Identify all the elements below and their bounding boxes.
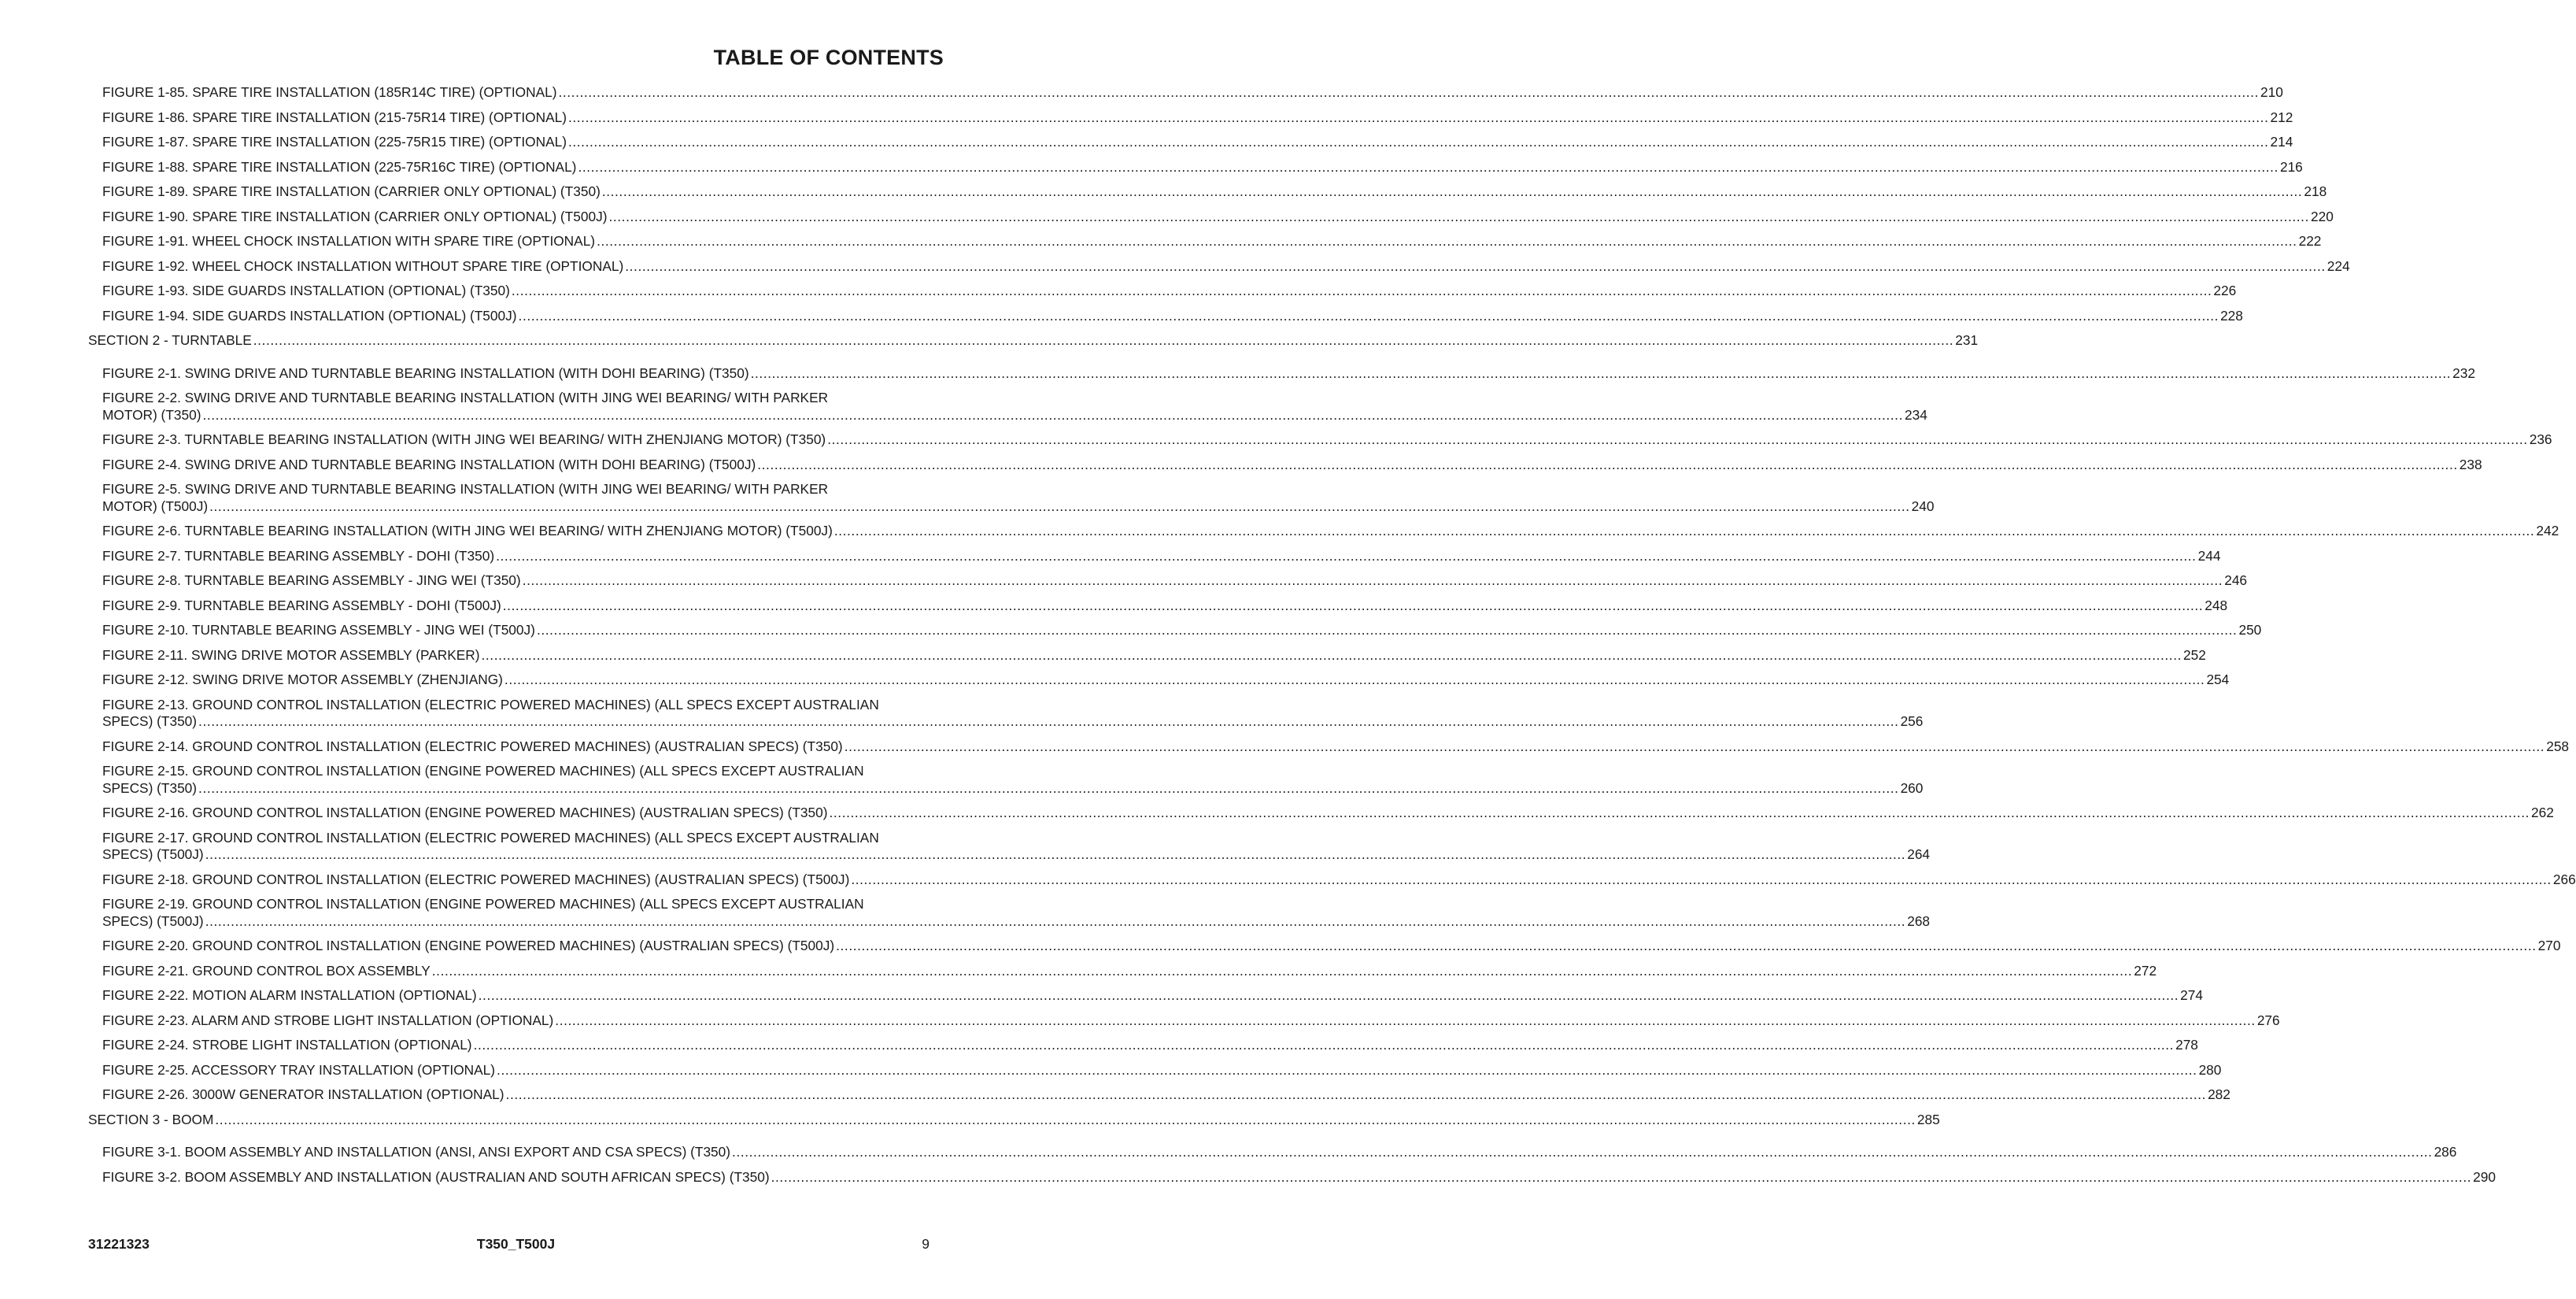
toc-entry-title-line1: FIGURE 2-19. GROUND CONTROL INSTALLATION (ENGINE POWERED MACHINES) (ALL SPECS EXCEPT AUSTRALIAN [102, 896, 864, 912]
toc-entry-title-line2: SPECS) (T500J) [102, 912, 204, 929]
toc-entry-title: FIGURE 2-4. SWING DRIVE AND TURNTABLE BEARING INSTALLATION (WITH DOHI BEARING) (T500J) [102, 456, 756, 472]
toc-page-number: 254 [2206, 672, 2230, 687]
toc-leader-dots: ................................................................................................................................................................................................................................................................................................................................................................................................................ [601, 183, 2303, 199]
toc-page-number: 234 [1904, 406, 1927, 423]
toc-entry-title: FIGURE 1-90. SPARE TIRE INSTALLATION (CARRIER ONLY OPTIONAL) (T500J) [102, 208, 608, 224]
toc-leader-dots: ................................................................................................................................................................................................................................................................................................................................................................................................................ [478, 987, 2179, 1003]
toc-leader-dots: ................................................................................................................................................................................................................................................................................................................................................................................................................ [504, 672, 2205, 687]
toc-entry-title: FIGURE 2-23. ALARM AND STROBE LIGHT INSTALLATION (OPTIONAL) [102, 1012, 554, 1028]
toc-page-number: 218 [2304, 183, 2327, 199]
toc-leader-dots: ................................................................................................................................................................................................................................................................................................................................................................................................................ [496, 547, 2197, 564]
toc-page-number: 244 [2197, 547, 2221, 564]
toc-page-number: 231 [1955, 332, 1979, 348]
toc-page-number: 232 [2452, 365, 2475, 381]
toc-entry-title: FIGURE 2-7. TURNTABLE BEARING ASSEMBLY - DOHI (T350) [102, 547, 495, 564]
toc-page-number: 240 [1911, 498, 1935, 514]
toc-figure-entry[interactable] [102, 390, 1927, 424]
toc-entry-title: FIGURE 2-12. SWING DRIVE MOTOR ASSEMBLY (ZHENJIANG) [102, 672, 503, 687]
toc-page-number: 228 [2220, 307, 2243, 324]
toc-entry-title-line1: FIGURE 2-2. SWING DRIVE AND TURNTABLE BEARING INSTALLATION (WITH JING WEI BEARING/ WITH PARKER [102, 390, 829, 405]
toc-figure-entry[interactable] [102, 431, 2552, 449]
toc-entry-title-line1: FIGURE 2-17. GROUND CONTROL INSTALLATION (ELECTRIC POWERED MACHINES) (ALL SPECS EXCEPT AUSTRALIAN [102, 829, 879, 846]
toc-page-number: 242 [2536, 523, 2559, 538]
toc-leader-dots: ................................................................................................................................................................................................................................................................................................................................................................................................................ [522, 572, 2223, 588]
toc-figure-entry[interactable] [102, 1168, 2496, 1186]
toc-entry-title: FIGURE 2-11. SWING DRIVE MOTOR ASSEMBLY (PARKER) [102, 646, 480, 663]
toc-entry-title-line2: SPECS) (T350) [102, 779, 198, 796]
toc-figure-entry[interactable] [102, 738, 2570, 756]
toc-entry-title: SECTION 3 - BOOM [88, 1111, 214, 1127]
toc-figure-entry[interactable] [102, 896, 1931, 930]
toc-figure-entry[interactable] [102, 1012, 2280, 1030]
toc-entry-title: FIGURE 2-9. TURNTABLE BEARING ASSEMBLY - DOHI (T500J) [102, 597, 501, 613]
toc-entry-title-line2: SPECS) (T350) [102, 713, 198, 729]
toc-leader-dots: ................................................................................................................................................................................................................................................................................................................................................................................................................ [827, 431, 2528, 447]
toc-page-number: 258 [2546, 738, 2570, 754]
toc-entry-title: FIGURE 2-26. 3000W GENERATOR INSTALLATION (OPTIONAL) [102, 1086, 504, 1102]
toc-figure-entry[interactable] [102, 962, 2157, 980]
toc-leader-dots: ................................................................................................................................................................................................................................................................................................................................................................................................................ [732, 1144, 2433, 1160]
toc-entry-title: FIGURE 2-20. GROUND CONTROL INSTALLATION (ENGINE POWERED MACHINES) (AUSTRALIAN SPECS) (T500J) [102, 938, 835, 953]
toc-page-number: 214 [2270, 134, 2293, 150]
toc-leader-dots: ................................................................................................................................................................................................................................................................................................................................................................................................................ [536, 622, 2238, 638]
toc-page-number: 268 [1907, 912, 1931, 929]
toc-page-number: 252 [2183, 646, 2206, 663]
toc-leader-dots: ................................................................................................................................................................................................................................................................................................................................................................................................................ [555, 1012, 2256, 1028]
toc-entry-title: FIGURE 2-18. GROUND CONTROL INSTALLATION (ELECTRIC POWERED MACHINES) (AUSTRALIAN SPECS) (T500J) [102, 871, 850, 887]
toc-leader-dots: ................................................................................................................................................................................................................................................................................................................................................................................................................ [757, 456, 2458, 472]
toc-page-number: 276 [2256, 1012, 2280, 1028]
toc-page-number: 285 [1916, 1111, 1940, 1127]
toc-entry-title: FIGURE 3-2. BOOM ASSEMBLY AND INSTALLATION (AUSTRALIAN AND SOUTH AFRICAN SPECS) (T350) [102, 1168, 770, 1185]
toc-leader-dots: ................................................................................................................................................................................................................................................................................................................................................................................................................ [597, 233, 2297, 249]
toc-entry-title-line2: MOTOR) (T350) [102, 406, 201, 423]
table-of-contents [0, 84, 2576, 1194]
toc-leader-dots: ................................................................................................................................................................................................................................................................................................................................................................................................................ [558, 84, 2259, 100]
toc-leader-dots: ................................................................................................................................................................................................................................................................................................................................................................................................................ [505, 1086, 2207, 1102]
toc-figure-entry[interactable] [102, 233, 2322, 250]
toc-leader-dots: ................................................................................................................................................................................................................................................................................................................................................................................................................ [625, 257, 2326, 274]
toc-entry-line2 [102, 498, 1935, 516]
toc-entry-title: FIGURE 2-6. TURNTABLE BEARING INSTALLATION (WITH JING WEI BEARING/ WITH ZHENJIANG MOTOR) (T500J) [102, 523, 833, 538]
toc-page-number: 264 [1907, 846, 1931, 862]
toc-entry-title: FIGURE 1-86. SPARE TIRE INSTALLATION (215-75R14 TIRE) (OPTIONAL) [102, 109, 567, 125]
toc-entry-title: FIGURE 1-87. SPARE TIRE INSTALLATION (225-75R15 TIRE) (OPTIONAL) [102, 134, 567, 150]
toc-entry-title-line2: SPECS) (T500J) [102, 846, 204, 862]
toc-figure-entry[interactable] [102, 84, 2283, 102]
toc-entry-title-line1: FIGURE 2-13. GROUND CONTROL INSTALLATION (ELECTRIC POWERED MACHINES) (ALL SPECS EXCEPT AUSTRALIAN [102, 696, 879, 712]
toc-figure-entry[interactable] [102, 597, 2228, 615]
toc-figure-entry[interactable] [102, 183, 2327, 201]
toc-entry-line2 [102, 406, 1927, 424]
toc-leader-dots: ................................................................................................................................................................................................................................................................................................................................................................................................................ [851, 871, 2552, 887]
toc-entry-title-line2: MOTOR) (T500J) [102, 498, 209, 514]
toc-entry-title: FIGURE 1-92. WHEEL CHOCK INSTALLATION WITHOUT SPARE TIRE (OPTIONAL) [102, 257, 624, 274]
toc-leader-dots: ................................................................................................................................................................................................................................................................................................................................................................................................................ [205, 846, 1906, 862]
toc-figure-entry[interactable] [102, 1037, 2198, 1054]
toc-page-number: 220 [2310, 208, 2334, 224]
toc-entry-title: FIGURE 2-8. TURNTABLE BEARING ASSEMBLY - JING WEI (T350) [102, 572, 521, 588]
toc-leader-dots: ................................................................................................................................................................................................................................................................................................................................................................................................................ [198, 779, 1899, 796]
toc-leader-dots: ................................................................................................................................................................................................................................................................................................................................................................................................................ [253, 332, 1954, 348]
toc-figure-entry[interactable] [102, 572, 2248, 590]
toc-entry-title: FIGURE 2-24. STROBE LIGHT INSTALLATION (OPTIONAL) [102, 1037, 472, 1053]
toc-page-number: 212 [2270, 109, 2293, 125]
toc-figure-entry[interactable] [102, 622, 2262, 639]
toc-entry-line2 [102, 779, 1924, 798]
toc-page-number: 274 [2180, 987, 2203, 1003]
toc-page-number: 270 [2537, 938, 2561, 953]
toc-figure-entry[interactable] [102, 1144, 2457, 1161]
toc-page-number: 210 [2260, 84, 2283, 100]
toc-figure-entry[interactable] [102, 365, 2475, 383]
toc-page-number: 272 [2134, 962, 2157, 979]
toc-section-entry[interactable] [88, 332, 1979, 350]
toc-figure-entry[interactable] [102, 307, 2243, 325]
toc-entry-title: FIGURE 2-16. GROUND CONTROL INSTALLATION (ENGINE POWERED MACHINES) (AUSTRALIAN SPECS) (T350) [102, 805, 828, 820]
toc-entry-title: FIGURE 1-91. WHEEL CHOCK INSTALLATION WITH SPARE TIRE (OPTIONAL) [102, 233, 596, 249]
toc-page-number: 236 [2529, 431, 2552, 447]
toc-entry-title: FIGURE 2-22. MOTION ALARM INSTALLATION (OPTIONAL) [102, 987, 477, 1003]
toc-leader-dots: ................................................................................................................................................................................................................................................................................................................................................................................................................ [502, 597, 2204, 613]
toc-figure-entry[interactable] [102, 763, 1924, 797]
toc-figure-entry[interactable] [102, 672, 2230, 689]
toc-figure-entry[interactable] [102, 938, 2561, 955]
toc-entry-title: FIGURE 2-1. SWING DRIVE AND TURNTABLE BEARING INSTALLATION (WITH DOHI BEARING) (T350) [102, 365, 749, 381]
toc-entry-title: FIGURE 2-25. ACCESSORY TRAY INSTALLATION (OPTIONAL) [102, 1061, 496, 1078]
footer-page-number: 9 [922, 1236, 930, 1252]
toc-page-number: 226 [2213, 283, 2237, 298]
toc-page-number: 246 [2224, 572, 2248, 588]
toc-leader-dots: ................................................................................................................................................................................................................................................................................................................................................................................................................ [473, 1037, 2175, 1053]
toc-entry-line2 [102, 846, 1931, 864]
toc-figure-entry[interactable] [102, 134, 2293, 151]
toc-leader-dots: ................................................................................................................................................................................................................................................................................................................................................................................................................ [608, 208, 2309, 224]
toc-page-number: 224 [2327, 257, 2350, 274]
toc-leader-dots: ................................................................................................................................................................................................................................................................................................................................................................................................................ [481, 646, 2182, 663]
toc-entry-title: FIGURE 2-3. TURNTABLE BEARING INSTALLATION (WITH JING WEI BEARING/ WITH ZHENJIANG MOTOR) (T350) [102, 431, 826, 447]
toc-entry-line2 [102, 713, 1924, 731]
footer-doc-number: 31221323 [88, 1236, 150, 1252]
toc-leader-dots: ................................................................................................................................................................................................................................................................................................................................................................................................................ [209, 498, 1910, 514]
toc-figure-entry[interactable] [102, 805, 2554, 822]
toc-entry-line2 [102, 912, 1931, 931]
toc-leader-dots: ................................................................................................................................................................................................................................................................................................................................................................................................................ [829, 805, 2530, 820]
toc-page-number: 238 [2459, 456, 2482, 472]
page-footer [88, 1236, 944, 1255]
toc-figure-entry[interactable] [102, 257, 2350, 276]
toc-leader-dots: ................................................................................................................................................................................................................................................................................................................................................................................................................ [578, 158, 2278, 175]
toc-leader-dots: ................................................................................................................................................................................................................................................................................................................................................................................................................ [567, 134, 2269, 150]
toc-page-number: 286 [2434, 1144, 2457, 1160]
toc-figure-entry[interactable] [102, 871, 2576, 889]
toc-entry-title-line1: FIGURE 2-5. SWING DRIVE AND TURNTABLE BEARING INSTALLATION (WITH JING WEI BEARING/ WITH PARKER [102, 481, 829, 497]
toc-page-number: 248 [2205, 597, 2228, 613]
toc-page-number: 216 [2279, 158, 2303, 175]
toc-figure-entry[interactable] [102, 1061, 2222, 1079]
toc-leader-dots: ................................................................................................................................................................................................................................................................................................................................................................................................................ [511, 283, 2212, 298]
toc-page-number: 280 [2198, 1061, 2222, 1078]
toc-page-number: 250 [2238, 622, 2262, 638]
toc-figure-entry[interactable] [102, 1086, 2230, 1104]
toc-leader-dots: ................................................................................................................................................................................................................................................................................................................................................................................................................ [202, 406, 1903, 423]
page-title: TABLE OF CONTENTS [713, 46, 944, 69]
toc-entry-title: FIGURE 1-93. SIDE GUARDS INSTALLATION (OPTIONAL) (T350) [102, 283, 510, 298]
toc-leader-dots: ................................................................................................................................................................................................................................................................................................................................................................................................................ [205, 912, 1906, 929]
toc-page-number: 282 [2208, 1086, 2230, 1102]
toc-entry-title: FIGURE 1-94. SIDE GUARDS INSTALLATION (OPTIONAL) (T500J) [102, 307, 517, 324]
toc-entry-title: FIGURE 2-14. GROUND CONTROL INSTALLATION (ELECTRIC POWERED MACHINES) (AUSTRALIAN SPECS) (T350) [102, 738, 843, 754]
toc-entry-title: FIGURE 3-1. BOOM ASSEMBLY AND INSTALLATION (ANSI, ANSI EXPORT AND CSA SPECS) (T350) [102, 1144, 731, 1160]
toc-figure-entry[interactable] [102, 646, 2206, 664]
toc-figure-entry[interactable] [102, 109, 2293, 127]
footer-model: T350_T500J [476, 1236, 556, 1252]
toc-figure-entry[interactable] [102, 456, 2482, 474]
toc-page-number: 260 [1900, 779, 1924, 796]
toc-figure-entry[interactable] [102, 208, 2334, 226]
toc-entry-title-line1: FIGURE 2-15. GROUND CONTROL INSTALLATION (ENGINE POWERED MACHINES) (ALL SPECS EXCEPT AUSTRALIAN [102, 763, 864, 779]
toc-page-number: 222 [2298, 233, 2322, 249]
toc-figure-entry[interactable] [102, 547, 2221, 565]
toc-figure-entry[interactable] [102, 987, 2203, 1005]
toc-leader-dots: ................................................................................................................................................................................................................................................................................................................................................................................................................ [431, 962, 2133, 979]
toc-leader-dots: ................................................................................................................................................................................................................................................................................................................................................................................................................ [215, 1111, 1916, 1127]
toc-page-number: 278 [2175, 1037, 2198, 1053]
toc-figure-entry[interactable] [102, 283, 2237, 300]
toc-leader-dots: ................................................................................................................................................................................................................................................................................................................................................................................................................ [497, 1061, 2197, 1078]
toc-leader-dots: ................................................................................................................................................................................................................................................................................................................................................................................................................ [833, 523, 2535, 538]
toc-entry-title: FIGURE 2-10. TURNTABLE BEARING ASSEMBLY - JING WEI (T500J) [102, 622, 535, 638]
toc-entry-title: FIGURE 1-89. SPARE TIRE INSTALLATION (CARRIER ONLY OPTIONAL) (T350) [102, 183, 601, 199]
toc-section-entry[interactable] [88, 1111, 1940, 1129]
toc-entry-title: FIGURE 1-85. SPARE TIRE INSTALLATION (185R14C TIRE) (OPTIONAL) [102, 84, 557, 100]
toc-entry-title: SECTION 2 - TURNTABLE [88, 332, 252, 348]
toc-figure-entry[interactable] [102, 696, 1924, 731]
toc-figure-entry[interactable] [102, 523, 2559, 540]
toc-leader-dots: ................................................................................................................................................................................................................................................................................................................................................................................................................ [771, 1168, 2472, 1185]
toc-leader-dots: ................................................................................................................................................................................................................................................................................................................................................................................................................ [567, 109, 2269, 125]
toc-page-number: 262 [2531, 805, 2554, 820]
toc-page-number: 290 [2473, 1168, 2496, 1185]
toc-page-number: 266 [2552, 871, 2576, 887]
toc-leader-dots: ................................................................................................................................................................................................................................................................................................................................................................................................................ [836, 938, 2537, 953]
toc-leader-dots: ................................................................................................................................................................................................................................................................................................................................................................................................................ [198, 713, 1899, 729]
toc-leader-dots: ................................................................................................................................................................................................................................................................................................................................................................................................................ [750, 365, 2452, 381]
toc-leader-dots: ................................................................................................................................................................................................................................................................................................................................................................................................................ [844, 738, 2545, 754]
toc-figure-entry[interactable] [102, 829, 1931, 864]
toc-entry-title: FIGURE 2-21. GROUND CONTROL BOX ASSEMBLY [102, 962, 431, 979]
toc-entry-title: FIGURE 1-88. SPARE TIRE INSTALLATION (225-75R16C TIRE) (OPTIONAL) [102, 158, 577, 175]
toc-figure-entry[interactable] [102, 158, 2303, 176]
toc-leader-dots: ................................................................................................................................................................................................................................................................................................................................................................................................................ [518, 307, 2219, 324]
toc-figure-entry[interactable] [102, 481, 1935, 515]
toc-page-number: 256 [1900, 713, 1924, 729]
